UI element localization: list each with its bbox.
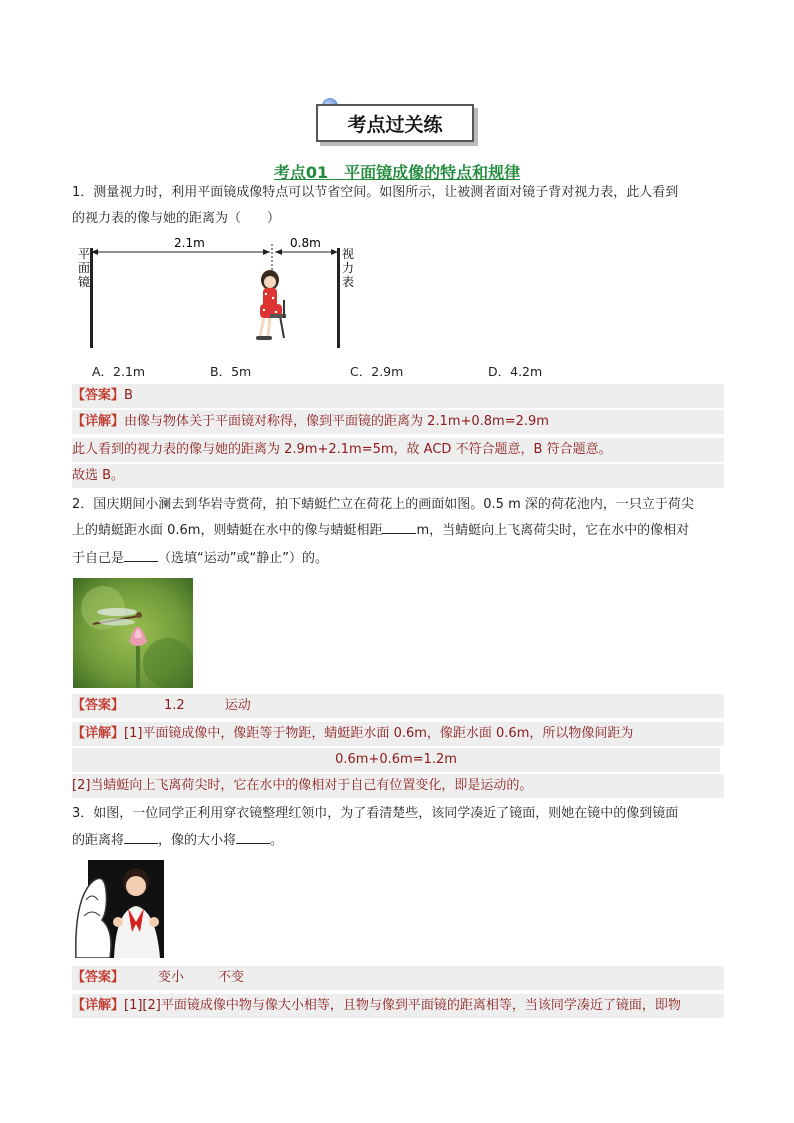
q2-detail-row-3 bbox=[72, 774, 724, 798]
q2-answer-2: 运动 bbox=[224, 698, 251, 713]
q1-answer: B bbox=[124, 388, 133, 403]
chart-label-3: 表 bbox=[342, 275, 355, 289]
q2-answer-1: 1.2 bbox=[164, 698, 185, 713]
q1-option-b: B．5m bbox=[210, 364, 252, 379]
q1-figure bbox=[70, 232, 370, 354]
girl-figure bbox=[256, 270, 286, 340]
q1-detail-3: 故选 B。 bbox=[72, 468, 125, 483]
q1-text-line2: 的视力表的像与她的距离为（ ） bbox=[72, 211, 281, 226]
q3-text-line2: 的距离将 ，像的大小将 。 bbox=[72, 833, 284, 848]
q3-detail-row-1: 【详解】[1][2]平面镜成像中物与像大小相等，且物与像到平面镜的距离相等，当该同学凑近了镜面，即物 bbox=[72, 994, 724, 1018]
mirror-label-2: 面 bbox=[78, 261, 91, 275]
section-title: 考点01 平面镜成像的特点和规律 bbox=[273, 163, 521, 182]
chart-label-1: 视 bbox=[342, 247, 355, 261]
q1-option-a: A．2.1m bbox=[92, 364, 146, 379]
q1-detail-row-2 bbox=[72, 438, 724, 462]
detail-tag: 【详解】 bbox=[72, 414, 125, 429]
q3-answer-1: 变小 bbox=[158, 970, 185, 985]
q2-detail-3: [2]当蜻蜓向上飞离荷尖时，它在水中的像相对于自己有位置变化，即是运动的。 bbox=[72, 778, 533, 793]
q1-detail-row-3 bbox=[72, 464, 724, 488]
page-title: 考点过关练 bbox=[316, 104, 474, 142]
q2-detail-1: [1]平面镜成像中，像距等于物距，蜻蜓距水面 0.6m，像距水面 0.6m，所以物像间距为 bbox=[124, 726, 634, 741]
q2-text-line2: 上的蜻蜓距水面 0.6m，则蜻蜓在水中的像与蜻蜓相距 m，当蜻蜓向上飞离荷尖时，它在水中的像相对 bbox=[72, 523, 690, 538]
q2-detail-row-1: 【详解】[1]平面镜成像中，像距等于物距，蜻蜓距水面 0.6m，像距水面 0.6m，所以物像间距为 bbox=[72, 722, 724, 746]
q3-answer-2: 不变 bbox=[218, 970, 245, 985]
q3-detail-1: [1][2]平面镜成像中物与像大小相等，且物与像到平面镜的距离相等，当该同学凑近了镜面，即物 bbox=[124, 998, 681, 1013]
q1-detail-row-1 bbox=[72, 410, 724, 434]
q3-text-line1: 3．如图，一位同学正利用穿衣镜整理红领巾，为了看清楚些，该同学凑近了镜面，则她在镜中的像到镜面 bbox=[72, 806, 679, 821]
q1-detail-2: 此人看到的视力表的像与她的距离为 2.9m+2.1m=5m，故 ACD 不符合题意，B 符合题意。 bbox=[72, 442, 612, 457]
mirror-label-3: 镜 bbox=[78, 275, 91, 289]
q2-detail-row-2 bbox=[72, 748, 720, 772]
q2-answer-row: 【答案】 1.2 运动 bbox=[72, 694, 724, 718]
mirror-student-photo bbox=[74, 860, 164, 958]
q2-detail-2: 0.6m+0.6m=1.2m bbox=[335, 752, 457, 767]
answer-tag: 【答案】 bbox=[72, 388, 125, 403]
mirror-label-1: 平 bbox=[78, 247, 91, 261]
q3-blank-2 bbox=[236, 831, 270, 844]
q1-answer-row bbox=[72, 384, 724, 408]
q1-detail-1: 由像与物体关于平面镜对称得，像到平面镜的距离为 2.1m+0.8m=2.9m bbox=[124, 414, 549, 429]
q1-text-line1: 1．测量视力时，利用平面镜成像特点可以节省空间。如图所示，让被测者面对镜子背对视力表，此人看到 bbox=[72, 185, 679, 200]
dist-right-label: 0.8m bbox=[290, 236, 321, 250]
q2-blank-1 bbox=[382, 521, 416, 534]
chart-label-2: 力 bbox=[342, 261, 355, 275]
q2-text-line1: 2．国庆期间小澜去到华岩寺赏荷，拍下蜻蜓伫立在荷花上的画面如图。0.5 m 深的荷花池内，一只立于荷尖 bbox=[72, 497, 694, 512]
mirror-bar bbox=[90, 248, 93, 348]
q3-answer-row: 【答案】 变小 不变 bbox=[72, 966, 724, 990]
q2-text-line3: 于自己是 （选填“运动”或“静止”）的。 bbox=[72, 551, 328, 566]
q1-option-c: C．2.9m bbox=[350, 364, 404, 379]
q2-blank-2 bbox=[124, 549, 158, 562]
dragonfly-lotus-photo bbox=[73, 578, 193, 688]
q3-blank-1 bbox=[124, 831, 158, 844]
chart-bar bbox=[337, 248, 340, 348]
q1-option-d: D．4.2m bbox=[488, 364, 543, 379]
dist-left-label: 2.1m bbox=[174, 236, 205, 250]
